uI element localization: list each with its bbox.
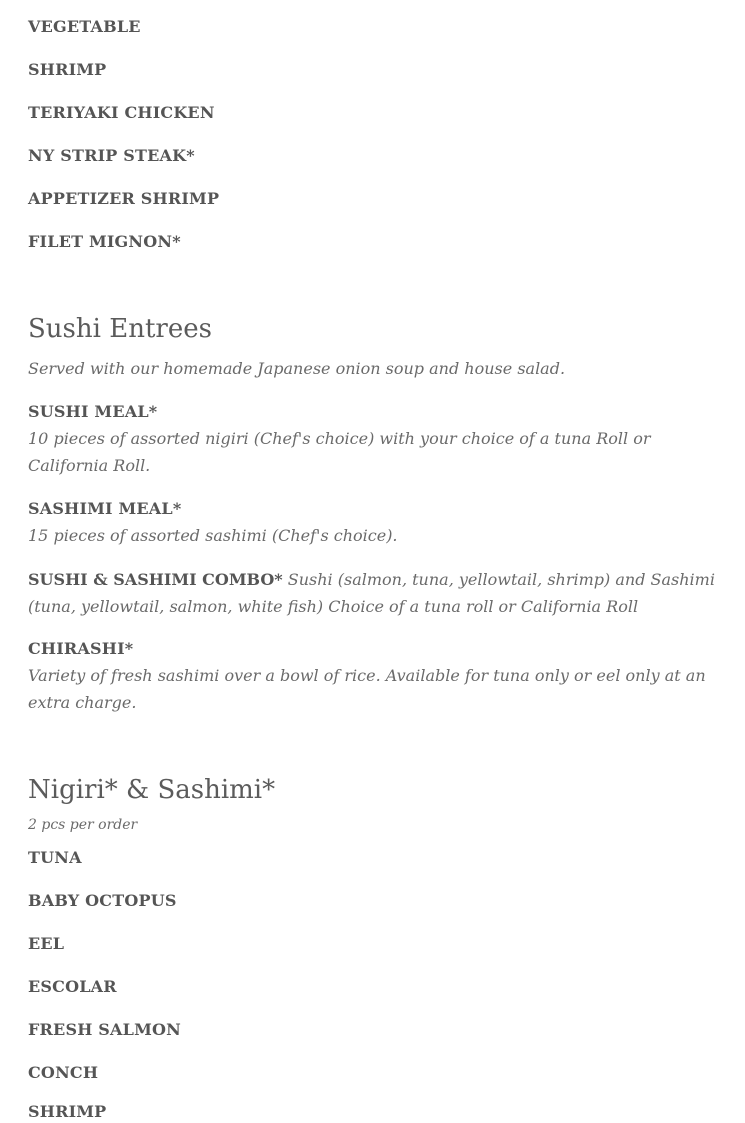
section-note-nigiri-sashimi: 2 pcs per order bbox=[28, 817, 138, 833]
menu-item-title: CHIRASHI* bbox=[28, 639, 134, 658]
menu-item: NY STRIP STEAK* bbox=[28, 146, 195, 165]
menu-item: VEGETABLE bbox=[28, 17, 141, 36]
menu-item: SHRIMP bbox=[28, 1102, 107, 1121]
menu-item-description: Variety of fresh sashimi over a bowl of rice. Available for tuna only or eel only at an extra charge. bbox=[28, 666, 706, 712]
section-note-sushi-entrees: Served with our homemade Japanese onion soup and house salad. bbox=[28, 359, 566, 378]
menu-item-description: 10 pieces of assorted nigiri (Chef's choice) with your choice of a tuna Roll or California Roll. bbox=[28, 429, 651, 475]
menu-item-title: SUSHI & SASHIMI COMBO* bbox=[28, 570, 283, 589]
menu-item: EEL bbox=[28, 934, 65, 953]
menu-item-description: Sushi (salmon, tuna, yellowtail, shrimp) and Sashimi (tuna, yellowtail, salmon, white fish) Choice of a tuna roll or California Roll bbox=[28, 570, 715, 616]
menu-item-title: SUSHI MEAL* bbox=[28, 402, 158, 421]
section-title-sushi-entrees: Sushi Entrees bbox=[28, 314, 212, 344]
menu-item-description: 15 pieces of assorted sashimi (Chef's choice). bbox=[28, 526, 398, 545]
menu-item-combo bbox=[28, 566, 718, 620]
menu-item: TERIYAKI CHICKEN bbox=[28, 103, 215, 122]
menu-item: CONCH bbox=[28, 1063, 99, 1082]
section-title-nigiri-sashimi: Nigiri* & Sashimi* bbox=[28, 775, 276, 805]
menu-item: FILET MIGNON* bbox=[28, 232, 181, 251]
menu-item-title: SASHIMI MEAL* bbox=[28, 499, 182, 518]
menu-item: ESCOLAR bbox=[28, 977, 117, 996]
menu-item: TUNA bbox=[28, 848, 82, 867]
menu-item: APPETIZER SHRIMP bbox=[28, 189, 220, 208]
menu-item: SHRIMP bbox=[28, 60, 107, 79]
menu-item: BABY OCTOPUS bbox=[28, 891, 177, 910]
menu-item: FRESH SALMON bbox=[28, 1020, 181, 1039]
